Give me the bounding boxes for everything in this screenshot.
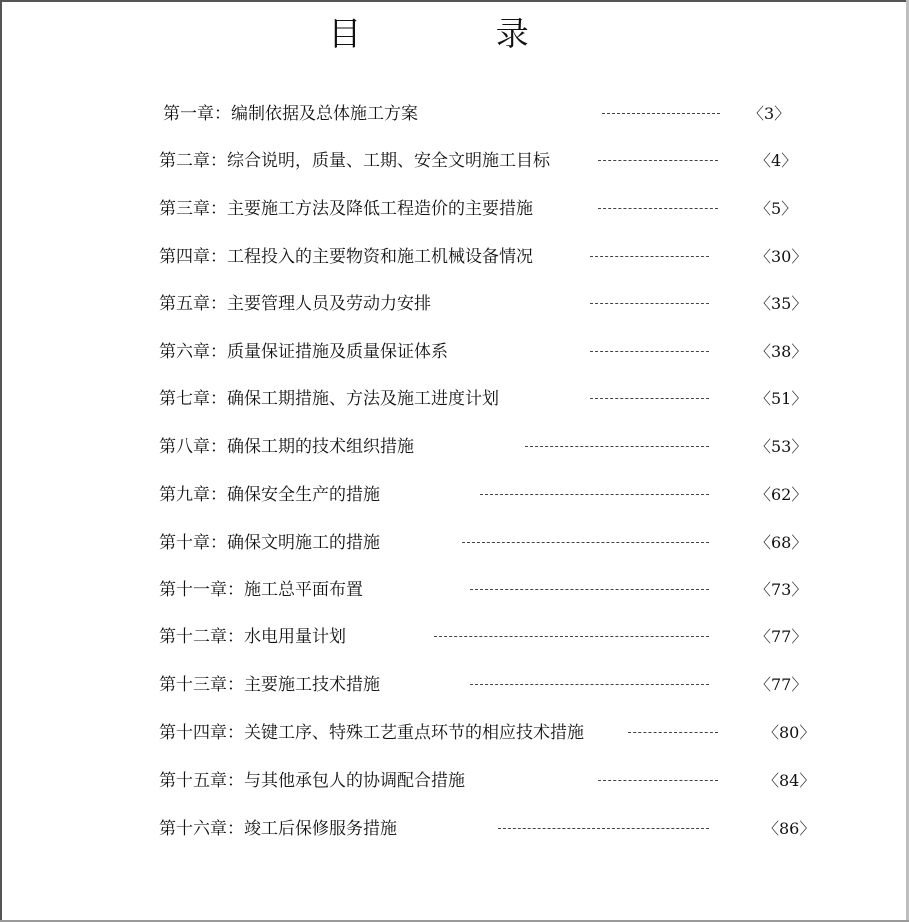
toc-leader-line (598, 160, 718, 161)
toc-chapter-title: 第九章：确保安全生产的措施 (159, 485, 380, 505)
toc-page-number: 〈86〉 (763, 819, 816, 838)
toc-entry[interactable] (0, 387, 909, 411)
toc-chapter-title: 第五章：主要管理人员及劳动力安排 (159, 294, 431, 314)
toc-page-number: 〈35〉 (755, 294, 808, 313)
toc-page-number: 〈77〉 (755, 627, 808, 646)
toc-entry[interactable] (0, 578, 909, 602)
toc-entry[interactable] (0, 769, 909, 793)
toc-leader-line (498, 828, 709, 829)
toc-leader-line (598, 208, 718, 209)
toc-page-number: 〈5〉 (755, 199, 798, 218)
page-border-top (0, 0, 909, 2)
toc-entry[interactable] (0, 340, 909, 364)
toc-page-number: 〈84〉 (763, 771, 816, 790)
toc-entry[interactable] (0, 625, 909, 649)
toc-chapter-title: 第十二章：水电用量计划 (159, 627, 346, 647)
toc-leader-line (590, 351, 709, 352)
toc-chapter-title: 第十三章：主要施工技术措施 (159, 675, 380, 695)
toc-page-number: 〈77〉 (755, 675, 808, 694)
toc-chapter-title: 第十章：确保文明施工的措施 (159, 533, 380, 553)
toc-page-number: 〈30〉 (755, 247, 808, 266)
toc-entry[interactable] (0, 817, 909, 841)
toc-entry[interactable] (0, 149, 909, 173)
toc-chapter-title: 第七章：确保工期措施、方法及施工进度计划 (159, 389, 499, 409)
toc-page-number: 〈53〉 (755, 437, 808, 456)
toc-entry[interactable] (0, 245, 909, 269)
toc-page-number: 〈4〉 (755, 151, 798, 170)
toc-leader-line (525, 446, 709, 447)
toc-leader-line (480, 494, 709, 495)
toc-leader-line (462, 542, 709, 543)
toc-entry[interactable] (0, 197, 909, 221)
toc-chapter-title: 第三章：主要施工方法及降低工程造价的主要措施 (159, 199, 533, 219)
toc-page-number: 〈38〉 (755, 342, 808, 361)
toc-leader-line (434, 636, 709, 637)
toc-page-number: 〈68〉 (755, 533, 808, 552)
toc-leader-line (602, 113, 720, 114)
toc-chapter-title: 第六章：质量保证措施及质量保证体系 (159, 342, 448, 362)
toc-page-number: 〈73〉 (755, 580, 808, 599)
toc-leader-line (590, 398, 709, 399)
toc-leader-line (598, 780, 718, 781)
toc-entry[interactable] (0, 102, 909, 126)
toc-page-number: 〈62〉 (755, 485, 808, 504)
toc-entry[interactable] (0, 292, 909, 316)
toc-chapter-title: 第十五章：与其他承包人的协调配合措施 (159, 771, 465, 791)
toc-chapter-title: 第十四章：关键工序、特殊工艺重点环节的相应技术措施 (159, 723, 584, 743)
page-title: 目 录 (328, 14, 591, 53)
toc-leader-line (590, 256, 709, 257)
toc-chapter-title: 第十一章：施工总平面布置 (159, 580, 363, 600)
toc-leader-line (470, 684, 709, 685)
toc-chapter-title: 第四章：工程投入的主要物资和施工机械设备情况 (159, 247, 533, 267)
toc-entry[interactable] (0, 435, 909, 459)
toc-leader-line (470, 589, 709, 590)
toc-entry[interactable] (0, 721, 909, 745)
toc-entry[interactable] (0, 673, 909, 697)
toc-entry[interactable] (0, 531, 909, 555)
toc-chapter-title: 第十六章：竣工后保修服务措施 (159, 819, 397, 839)
toc-page-number: 〈51〉 (755, 389, 808, 408)
toc-leader-line (590, 303, 709, 304)
toc-chapter-title: 第八章：确保工期的技术组织措施 (159, 437, 414, 457)
toc-chapter-title: 第二章：综合说明，质量、工期、安全文明施工目标 (159, 151, 550, 171)
toc-leader-line (628, 732, 718, 733)
toc-page-number: 〈80〉 (763, 723, 816, 742)
toc-chapter-title: 第一章：编制依据及总体施工方案 (163, 104, 418, 124)
toc-entry[interactable] (0, 483, 909, 507)
toc-page-number: 〈3〉 (748, 104, 791, 123)
